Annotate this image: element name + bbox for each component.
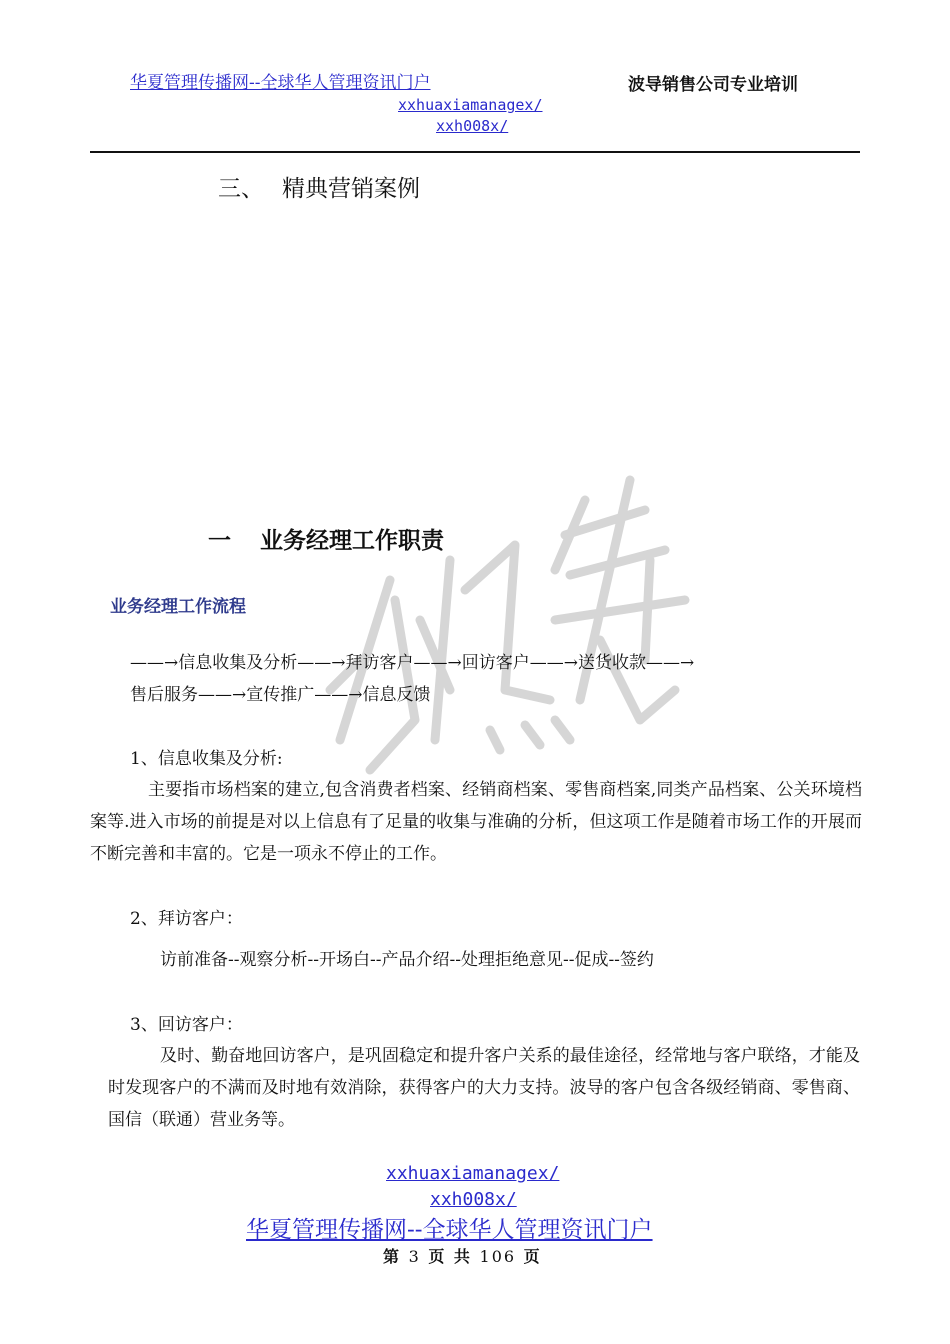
page-number [383, 1244, 542, 1267]
item1-body: 主要指市场档案的建立,包含消费者档案、经销商档案、零售商档案,同类产品档案、公关环境档案等.进入市场的前提是对以上信息有了足量的收集与准确的分析，但这项工作是随着市场工作的开展而不断完善和丰富的。它是一项永不停止的工作。 [90, 780, 862, 864]
item1-heading: 1、信息收集及分析: [130, 749, 283, 769]
page-mid: 页 共 [428, 1247, 472, 1266]
header-right-title: 波导销售公司专业培训 [628, 75, 798, 95]
header-url-line1[interactable]: xxhuaxiamanagex/ [398, 96, 543, 114]
header-url-line2[interactable]: xxh008x/ [436, 117, 509, 135]
item3-body: 及时、勤奋地回访客户，是巩固稳定和提升客户关系的最佳途径，经常地与客户联络，才能及时发现客户的不满而及时地有效消除，获得客户的大力支持。波导的客户包含各级经销商、零售商、国信（联通）营业务等。 [108, 1046, 860, 1130]
footer-url-line2[interactable]: xxh008x/ [430, 1189, 517, 1210]
section-title: 精典营销案例 [282, 176, 420, 202]
chapter-number: 一 [208, 528, 231, 554]
page-current: 3 [408, 1247, 421, 1266]
item2-steps: 访前准备--观察分析--开场白--产品介绍--处理拒绝意见--促成--签约 [160, 950, 654, 970]
footer-url-line1[interactable]: xxhuaxiamanagex/ [386, 1163, 560, 1184]
section-number: 三、 [218, 176, 264, 202]
chapter-heading [208, 522, 444, 555]
workflow-line2: 售后服务——→宣传推广——→信息反馈 [130, 685, 431, 705]
page-prefix: 第 [383, 1247, 402, 1266]
footer-site-link[interactable]: 华夏管理传播网--全球华人管理资讯门户 [246, 1217, 653, 1243]
item3-heading: 3、回访客户： [130, 1015, 243, 1035]
subheading: 业务经理工作流程 [110, 597, 246, 617]
header-site-link[interactable]: 华夏管理传播网--全球华人管理资讯门户 [130, 73, 431, 93]
handwritten-watermark-icon [300, 440, 720, 800]
item2-heading: 2、拜访客户： [130, 909, 243, 929]
page-suffix: 页 [523, 1247, 542, 1266]
page-total: 106 [479, 1247, 517, 1266]
workflow-line1: ——→信息收集及分析——→拜访客户——→回访客户——→送货收款——→ [130, 653, 695, 673]
header-divider [90, 151, 860, 153]
chapter-title: 业务经理工作职责 [260, 528, 444, 554]
section-heading [218, 170, 420, 203]
